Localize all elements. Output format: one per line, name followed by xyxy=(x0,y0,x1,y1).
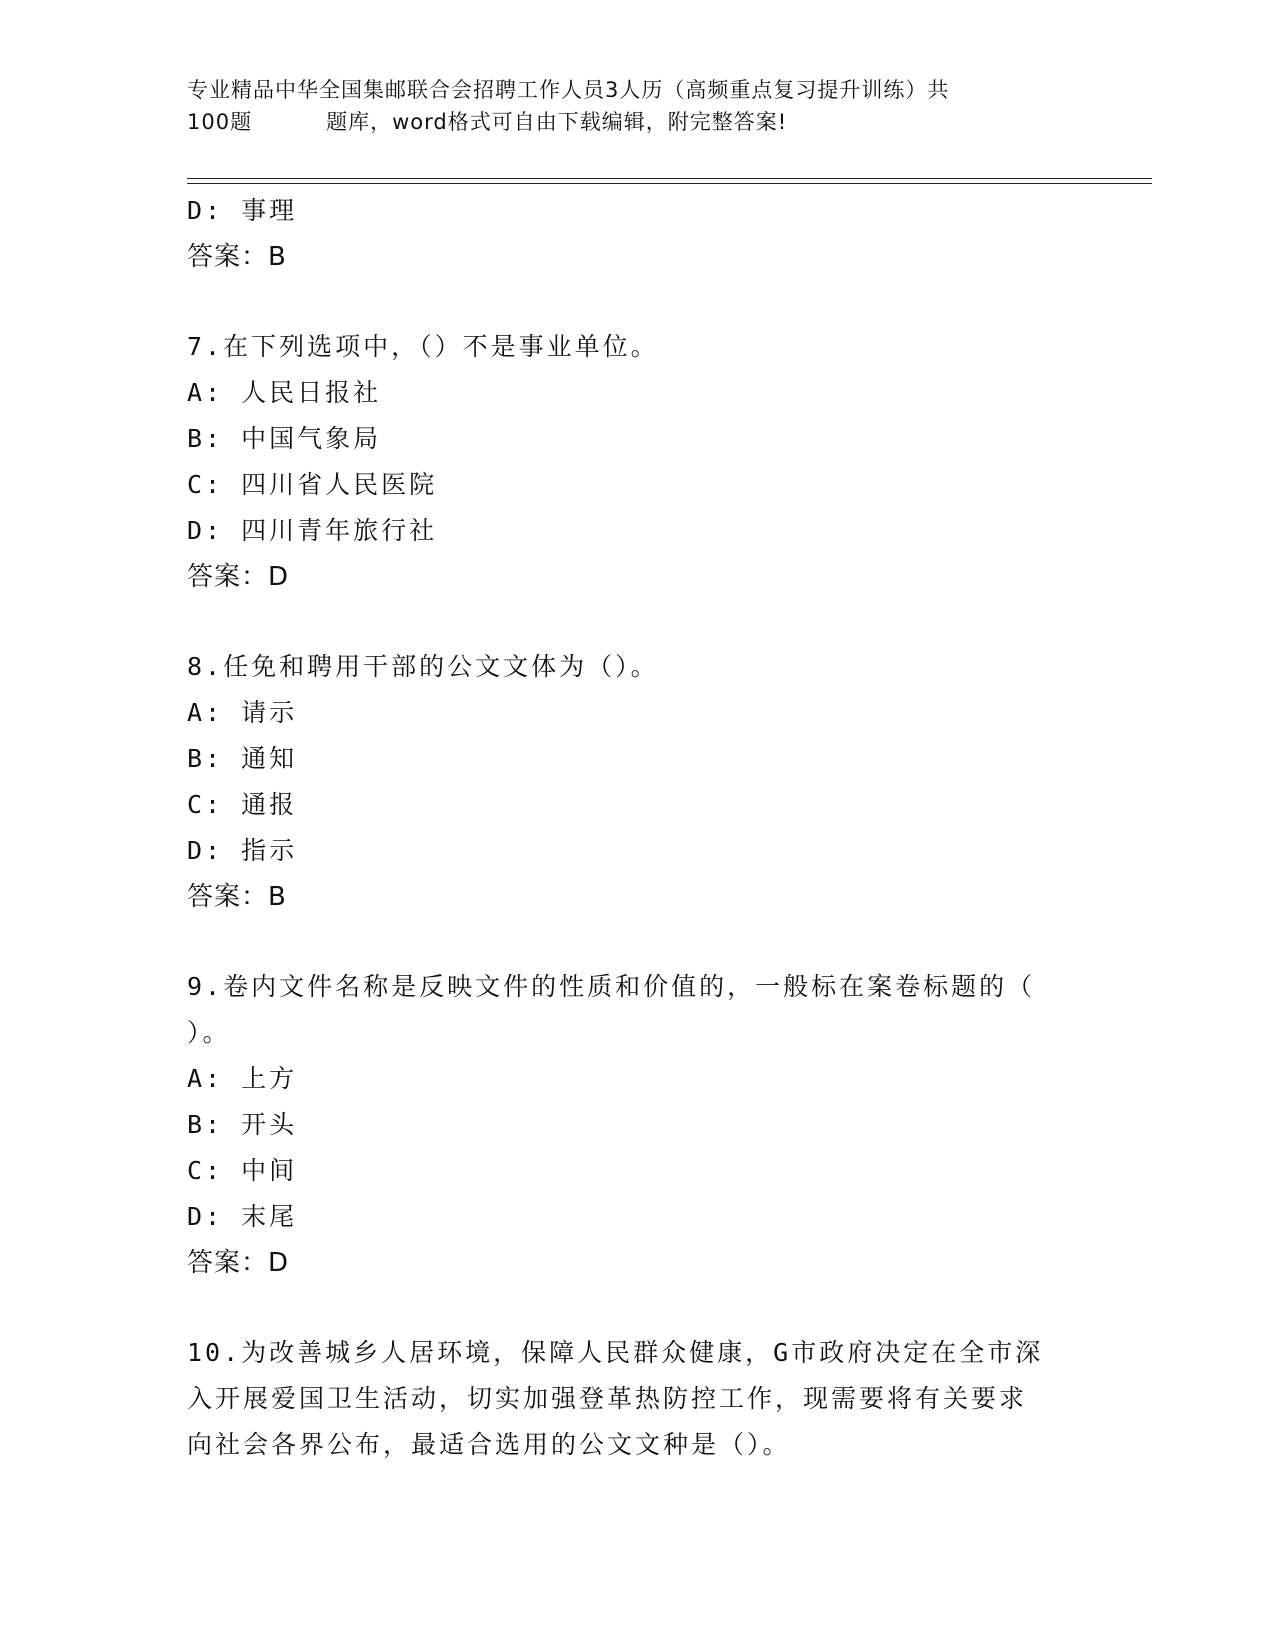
document-body xyxy=(187,188,1087,1468)
option-d: D: 事理 xyxy=(187,196,298,225)
option-d: D: 指示 xyxy=(187,836,298,865)
header-description: 题库，word格式可自由下载编辑，附完整答案! xyxy=(326,110,788,134)
question-10 xyxy=(187,1330,1087,1468)
answer: 答案：B xyxy=(187,882,287,912)
option-a: A: 请示 xyxy=(187,698,298,727)
answer: 答案：D xyxy=(187,1248,290,1278)
header-divider-top xyxy=(187,178,1152,179)
question-text-line-1: 9.卷内文件名称是反映文件的性质和价值的，一般标在案卷标题的（ xyxy=(187,972,1036,1001)
question-text-line-2: ）。 xyxy=(187,1018,231,1047)
option-c: C: 通报 xyxy=(187,790,298,819)
option-d: D: 末尾 xyxy=(187,1202,298,1231)
option-c: C: 中间 xyxy=(187,1156,298,1185)
option-b: B: 开头 xyxy=(187,1110,298,1139)
question-text-line-3: 向社会各界公布，最适合选用的公文文种是（）。 xyxy=(187,1430,791,1459)
header-title-line-2 xyxy=(187,106,1067,138)
option-c: C: 四川省人民医院 xyxy=(187,470,438,499)
question-9 xyxy=(187,964,1087,1286)
answer: 答案：B xyxy=(187,242,287,272)
question-text-line-2: 入开展爱国卫生活动，切实加强登革热防控工作，现需要将有关要求 xyxy=(187,1384,1028,1413)
option-a: A: 上方 xyxy=(187,1064,298,1093)
question-text-line-1: 10.为改善城乡人居环境，保障人民群众健康，G市政府决定在全市深 xyxy=(187,1338,1044,1367)
header-divider-bottom xyxy=(187,183,1152,184)
option-b: B: 通知 xyxy=(187,744,298,773)
question-text: 7.在下列选项中，（）不是事业单位。 xyxy=(187,332,659,361)
option-d: D: 四川青年旅行社 xyxy=(187,516,438,545)
answer: 答案：D xyxy=(187,562,290,592)
question-7 xyxy=(187,324,1087,600)
question-text: 8.任免和聘用干部的公文文体为（）。 xyxy=(187,652,659,681)
option-b: B: 中国气象局 xyxy=(187,424,382,453)
header-title-line-1: 专业精品中华全国集邮联合会招聘工作人员3人历（高频重点复习提升训练）共 xyxy=(187,78,950,102)
previous-question-tail xyxy=(187,188,1087,280)
option-a: A: 人民日报社 xyxy=(187,378,382,407)
question-8 xyxy=(187,644,1087,920)
header-question-count: 100题 xyxy=(187,110,253,134)
page-header xyxy=(187,74,1067,138)
